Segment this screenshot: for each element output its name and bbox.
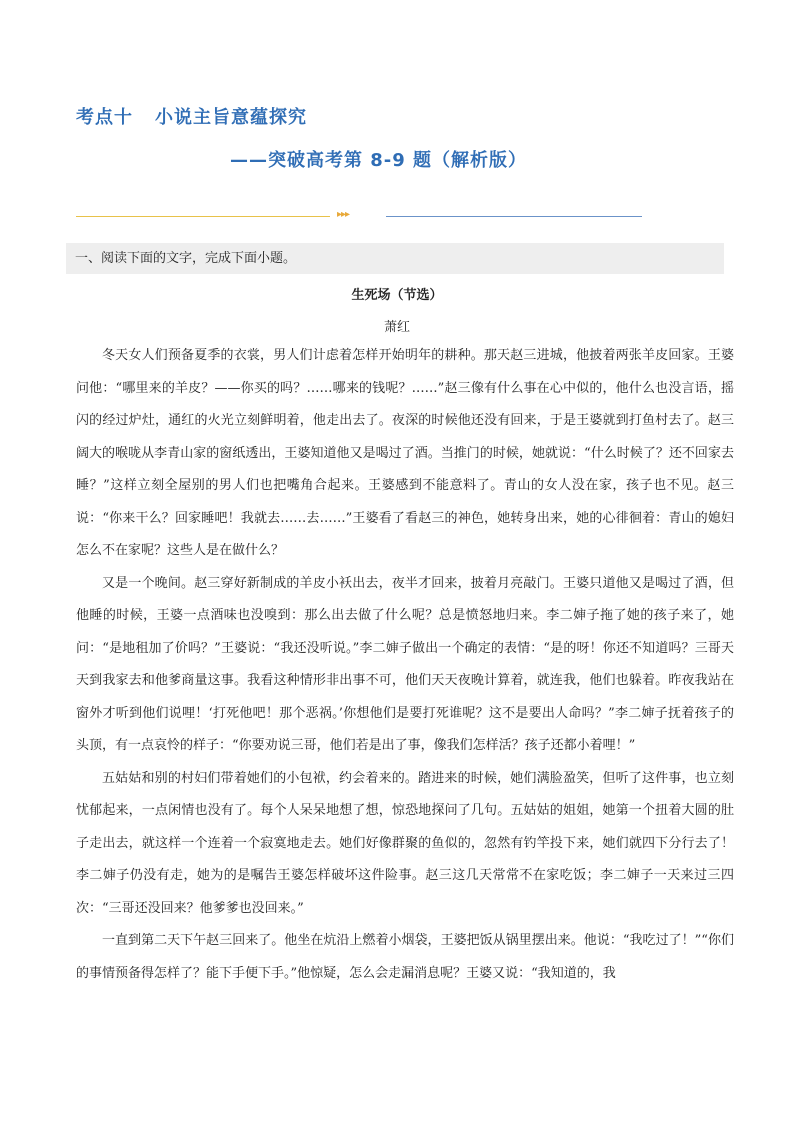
divider-line-left: [76, 216, 330, 217]
story-title: 生死场（节选）: [351, 288, 443, 303]
paragraph: 五姑姑和别的村妇们带着她们的小包袱，约会着来的。踏进来的时候，她们满脸盈笑，但听了这件事，也立刻忧郁起来，一点闲情也没有了。每个人呆呆地想了想，惊恐地探问了几句。五姑姑的姐姐，她第一个扭着大圆的肚子走出去，就这样一个连着一个寂寞地走去。她们好像群聚的鱼似的，忽然有钓竿投下来，她们就四下分行去了！李二婶子仍没有走，她为的是嘱告王婆怎样破坏这件险事。赵三这几天常常不在家吃饭；李二婶子一天来过三四次：“三哥还没回来？他爹爹也没回来。”: [76, 770, 734, 916]
arrows-icon: ▸▸▸: [337, 209, 350, 220]
topic-title: 小说主旨意蕴探究: [155, 107, 307, 128]
topic-heading: [76, 103, 307, 129]
divider-line-right: [386, 216, 642, 217]
section-heading: 一、阅读下面的文字，完成下面小题。: [66, 243, 724, 274]
document-subtitle: ——突破高考第 8-9 题（解析版）: [230, 150, 528, 171]
decorative-divider: [76, 209, 642, 223]
paragraph: 一直到第二天下午赵三回来了。他坐在炕沿上燃着小烟袋，王婆把饭从锅里摆出来。他说：“我吃过了！”“你们的事情预备得怎样了？能下手便下手。”他惊疑，怎么会走漏消息呢？王婆又说：“我知道的，我: [76, 933, 734, 981]
paragraph: 冬天女人们预备夏季的衣裳，男人们计虑着怎样开始明年的耕种。那天赵三进城，他披着两张羊皮回家。王婆问他：“哪里来的羊皮？——你买的吗？……哪来的钱呢？……”赵三像有什么事在心中似的，他什么也没言语，摇闪的经过炉灶，通红的火光立刻鲜明着，他走出去了。夜深的时候他还没有回来，于是王婆就到打鱼村去了。赵三阔大的喉咙从李青山家的窗纸透出，王婆知道他又是喝过了酒。当推门的时候，她就说：“什么时候了？还不回家去睡？”这样立刻全屋别的男人们也把嘴角合起来。王婆感到不能意料了。青山的女人没在家，孩子也不见。赵三说：“你来干么？回家睡吧！我就去……去……”王婆看了看赵三的神色，她转身出来，她的心徘徊着：青山的媳妇怎么不在家呢？这些人是在做什么？: [76, 348, 734, 558]
story-body: [76, 340, 734, 990]
story-author: 萧红: [383, 320, 410, 335]
paragraph: 又是一个晚间。赵三穿好新制成的羊皮小袄出去，夜半才回来，披着月亮敲门。王婆只道他又是喝过了酒，但他睡的时候，王婆一点酒味也没嗅到：那么出去做了什么呢？总是愤怒地归来。李二婶子拖了她的孩子来了，她问：“是地租加了价吗？”王婆说：“我还没听说。”李二婶子做出一个确定的表情：“是的呀！你还不知道吗？三哥天天到我家去和他爹商量这事。我看这种情形非出事不可，他们天天夜晚计算着，就连我，他们也躲着。昨夜我站在窗外才听到他们说哩！‘打死他吧！那个恶祸。’你想他们是要打死谁呢？这不是要出人命吗？”李二婶子抚着孩子的头顶，有一点哀怜的样子：“你要劝说三哥，他们若是出了事，像我们怎样活？孩子还都小着哩！”: [76, 575, 734, 753]
topic-number: 考点十: [76, 107, 133, 128]
